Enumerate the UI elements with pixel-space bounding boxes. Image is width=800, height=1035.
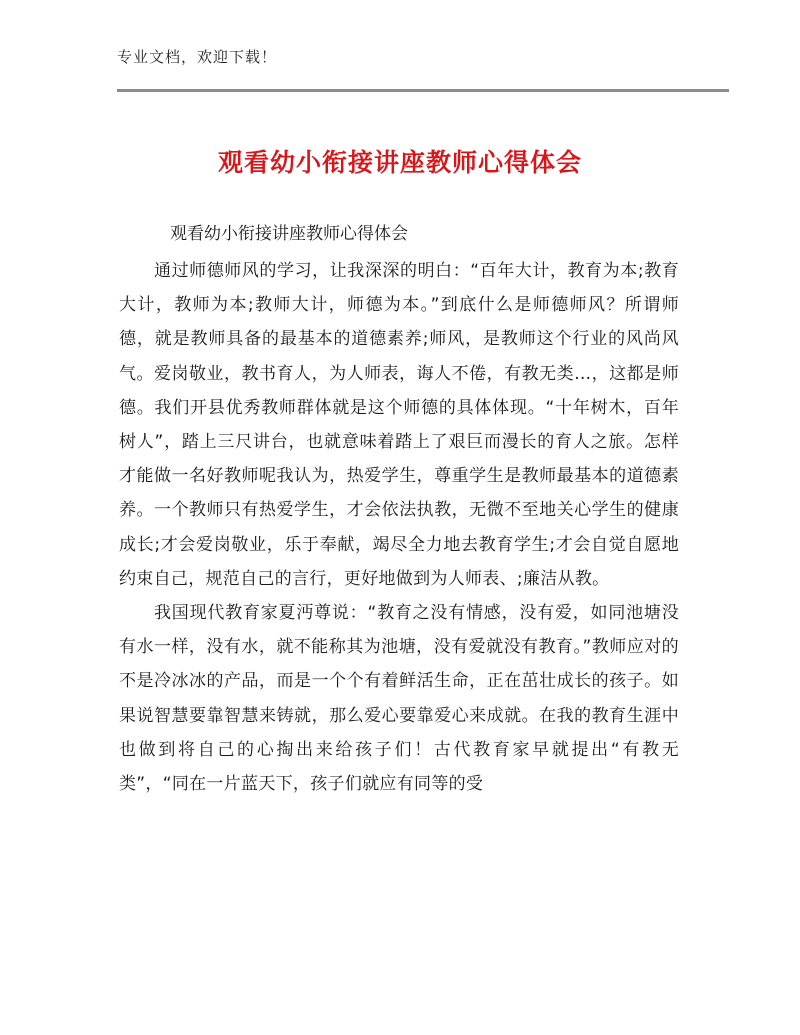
document-body	[119, 254, 679, 801]
header-note: 专业文档，欢迎下载！	[117, 48, 278, 66]
paragraph-1: 通过师德师风的学习，让我深深的明白：“百年大计，教育为本;教育大计，教师为本;教师大计，师德为本。”到底什么是师德师风？所谓师德，就是教师具备的最基本的道德素养;师风，是教师这个行业的风尚风气。爱岗敬业，教书育人，为人师表，诲人不倦，有教无类…，这都是师德。我们开县优秀教师群体就是这个师德的具体体现。“十年树木，百年树人”，踏上三尺讲台，也就意味着踏上了艰巨而漫长的育人之旅。怎样才能做一名好教师呢我认为，热爱学生，尊重学生是教师最基本的道德素养。一个教师只有热爱学生，才会依法执教，无微不至地关心学生的健康成长;才会爱岗敬业，乐于奉献，竭尽全力地去教育学生;才会自觉自愿地约束自己，规范自己的言行，更好地做到为人师表、;廉洁从教。	[119, 261, 679, 589]
header-divider	[117, 89, 729, 92]
document-title: 观看幼小衔接讲座教师心得体会	[217, 148, 582, 177]
paragraph-2: 我国现代教育家夏沔尊说：“教育之没有情感，没有爱，如同池塘没有水一样，没有水，就不能称其为池塘，没有爱就没有教育。”教师应对的不是冷冰冰的产品，而是一个个有着鲜活生命，正在茁壮成长的孩子。如果说智慧要靠智慧来铸就，那么爱心要靠爱心来成就。在我的教育生涯中也做到将自己的心掏出来给孩子们！古代教育家早就提出“有教无类”，“同在一片蓝天下，孩子们就应有同等的受	[119, 603, 679, 795]
document-subtitle: 观看幼小衔接讲座教师心得体会	[170, 224, 408, 244]
